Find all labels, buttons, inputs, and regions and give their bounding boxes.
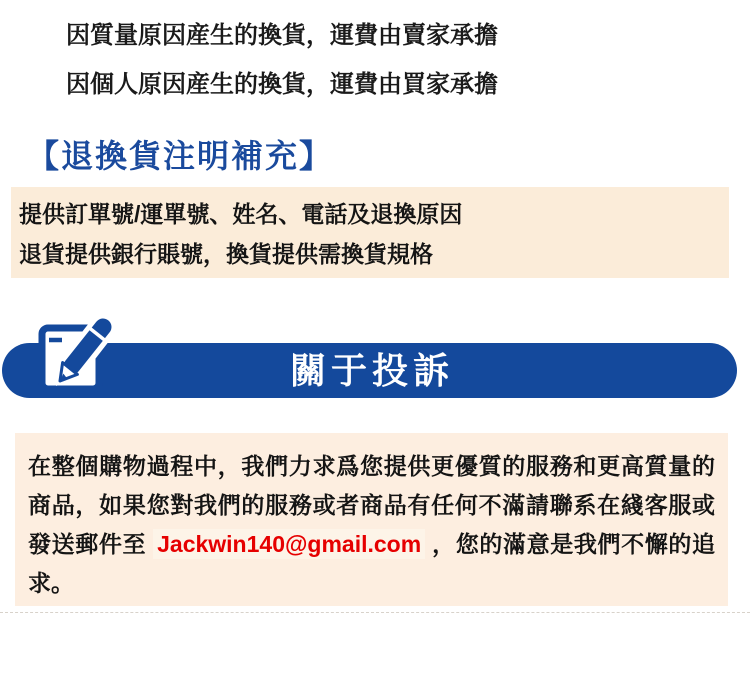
pencil-note-icon <box>36 310 116 396</box>
bottom-dotted-divider <box>0 612 750 613</box>
complaint-text-prefix: 在整個購物過程中，我們力求爲您提供更優質的服務和更高質量的商品，如果您對我們的服務或者商品有任何不滿請聯系在綫客服或發送郵件至 <box>28 453 715 557</box>
complaint-text-suffix: ，您的滿意是我們不懈的追求。 <box>28 531 715 596</box>
return-policy-line-order-info: 提供訂單號/運單號、姓名、電話及退換原因 <box>19 201 463 227</box>
exchange-note-personal: 因個人原因産生的換貨，運費由買家承擔 <box>66 71 498 98</box>
return-policy-line-bank-info: 退貨提供銀行賬號，換貨提供需換貨規格 <box>19 241 433 267</box>
return-supplement-heading: 【退換貨注明補充】 <box>27 138 334 174</box>
exchange-note-quality: 因質量原因産生的換貨，運費由賣家承擔 <box>66 22 498 49</box>
contact-email-link[interactable]: Jackwin140@gmail.com <box>153 529 425 559</box>
complaint-body-box <box>15 433 728 606</box>
complaint-body-text <box>28 447 715 603</box>
complaint-banner-title: 關于投訴 <box>289 350 454 391</box>
return-policy-box <box>11 187 729 278</box>
